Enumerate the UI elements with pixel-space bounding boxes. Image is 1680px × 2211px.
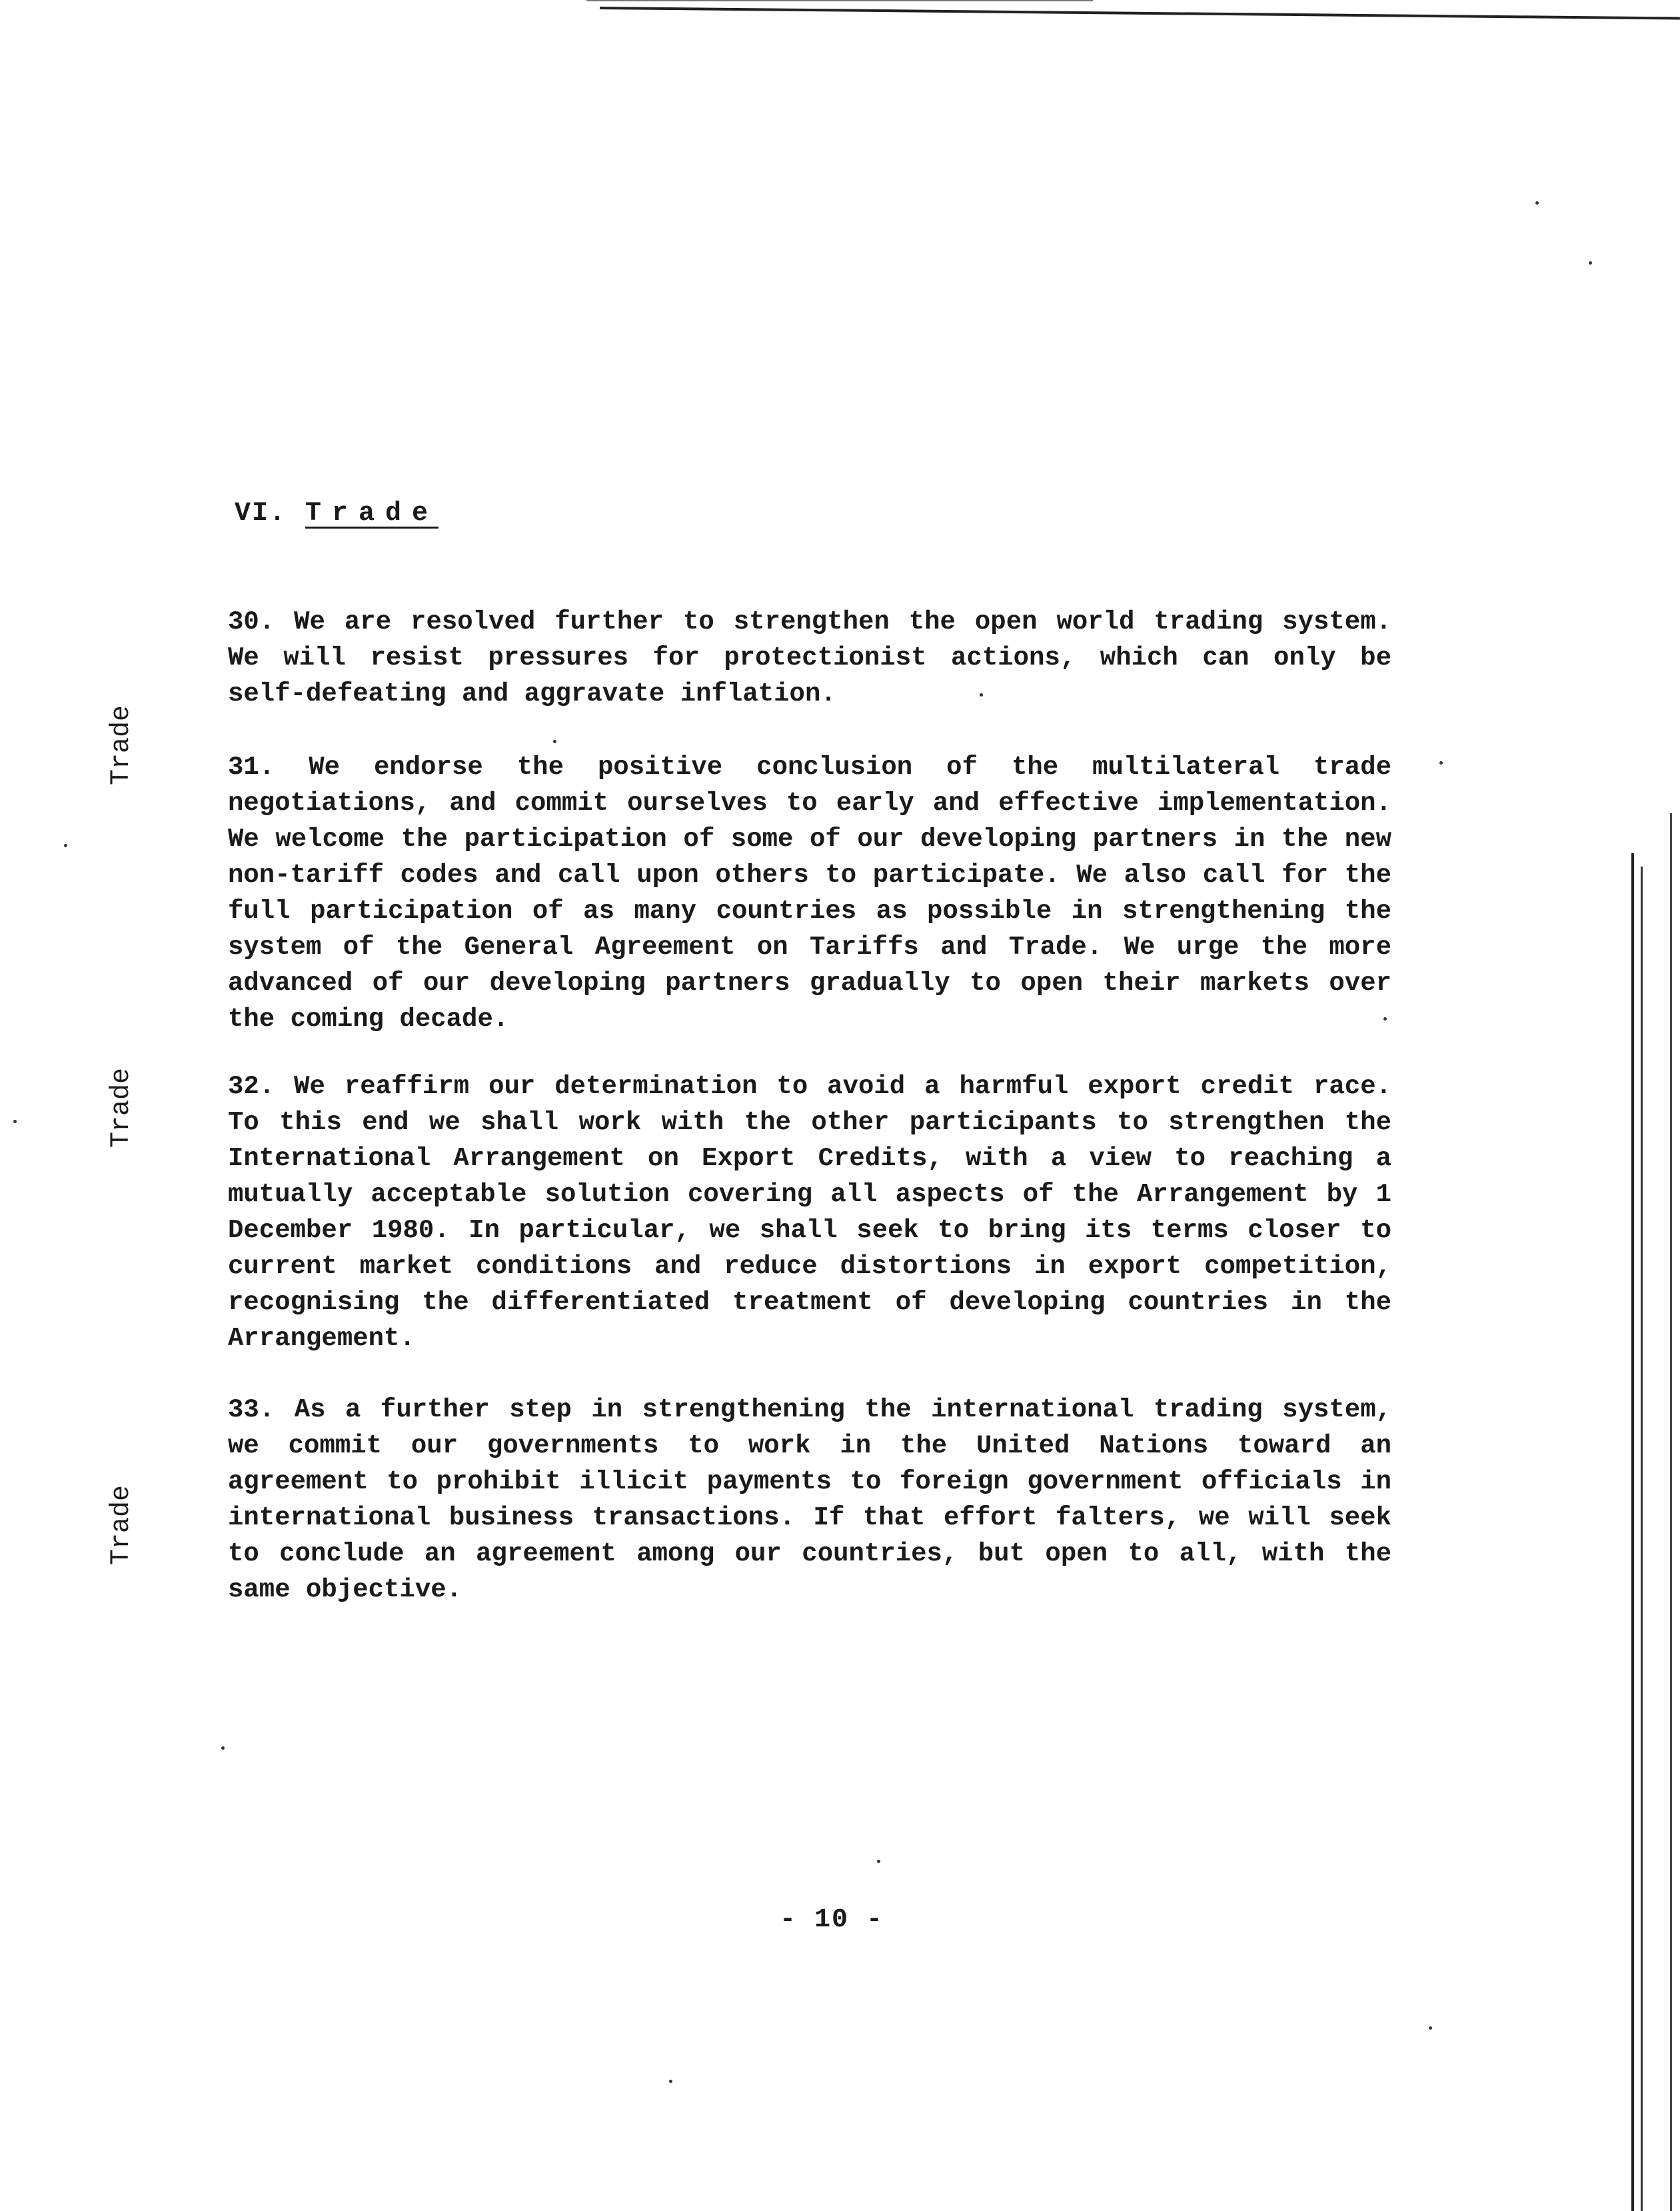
page-number: - 10 - [780, 1905, 884, 1935]
scan-speck [64, 844, 67, 847]
scan-speck [13, 1120, 17, 1123]
paragraph-32: 32. We reaffirm our determination to avoid a harmful export credit race. To this end we shall work with the other participants to strengthen the International Arrangement on Export Credits, with a view to reaching a mutually acceptable solution covering all aspects of the Arrangement by 1 December 1980. In particular, we shall seek to bring its terms closer to current market conditions and reduce distortions in export competition, recognising the differentiated treatment of developing countries in the Arrangement. [228, 1072, 1391, 1353]
scan-speck [877, 1860, 880, 1863]
scan-speck [1589, 261, 1592, 265]
paragraph-33: 33. As a further step in strengthening the international trading system, we commit our governments to work in the United Nations toward an agreement to prohibit illicit payments to foreign government officials in international business transactions. If that effort falters, we will seek to conclude an agreement among our countries, but open to all, with the same objective. [228, 1395, 1391, 1604]
scan-speck [669, 2080, 672, 2083]
paragraph-30: 30. We are resolved further to strengthen the open world trading system. We will resist pressures for protectionist actions, which can only be self-defeating and aggravate inflation. [228, 607, 1391, 709]
scan-edge-line [1631, 853, 1634, 2211]
scan-speck [980, 693, 983, 697]
scan-speck [1429, 2026, 1432, 2030]
scan-speck [553, 740, 556, 743]
scan-speck [1535, 201, 1539, 205]
section-number: VI. [235, 499, 287, 529]
scan-speck [221, 1746, 225, 1750]
scan-speck [1439, 761, 1443, 765]
section-title: Trade [305, 499, 439, 529]
scan-edge-line [600, 7, 1680, 20]
scan-edge-line [1670, 813, 1672, 2211]
scan-edge-line [1641, 867, 1643, 2211]
section-heading [235, 499, 438, 529]
scan-speck [1383, 1017, 1387, 1021]
margin-note: Trade [107, 1067, 137, 1148]
scan-edge-line [586, 0, 1093, 1]
margin-note: Trade [107, 1484, 137, 1565]
paragraph-31: 31. We endorse the positive conclusion of the multilateral trade negotiations, and commit ourselves to early and effective implementation. We welcome the participation of some of our developing partners in the new non-tariff codes and call upon others to participate. We also call for the full participation of as many countries as possible in strengthening the system of the General Agreement on Tariffs and Trade. We urge the more advanced of our developing partners gradually to open their markets over the coming decade. [228, 753, 1391, 1034]
margin-note: Trade [107, 705, 137, 785]
